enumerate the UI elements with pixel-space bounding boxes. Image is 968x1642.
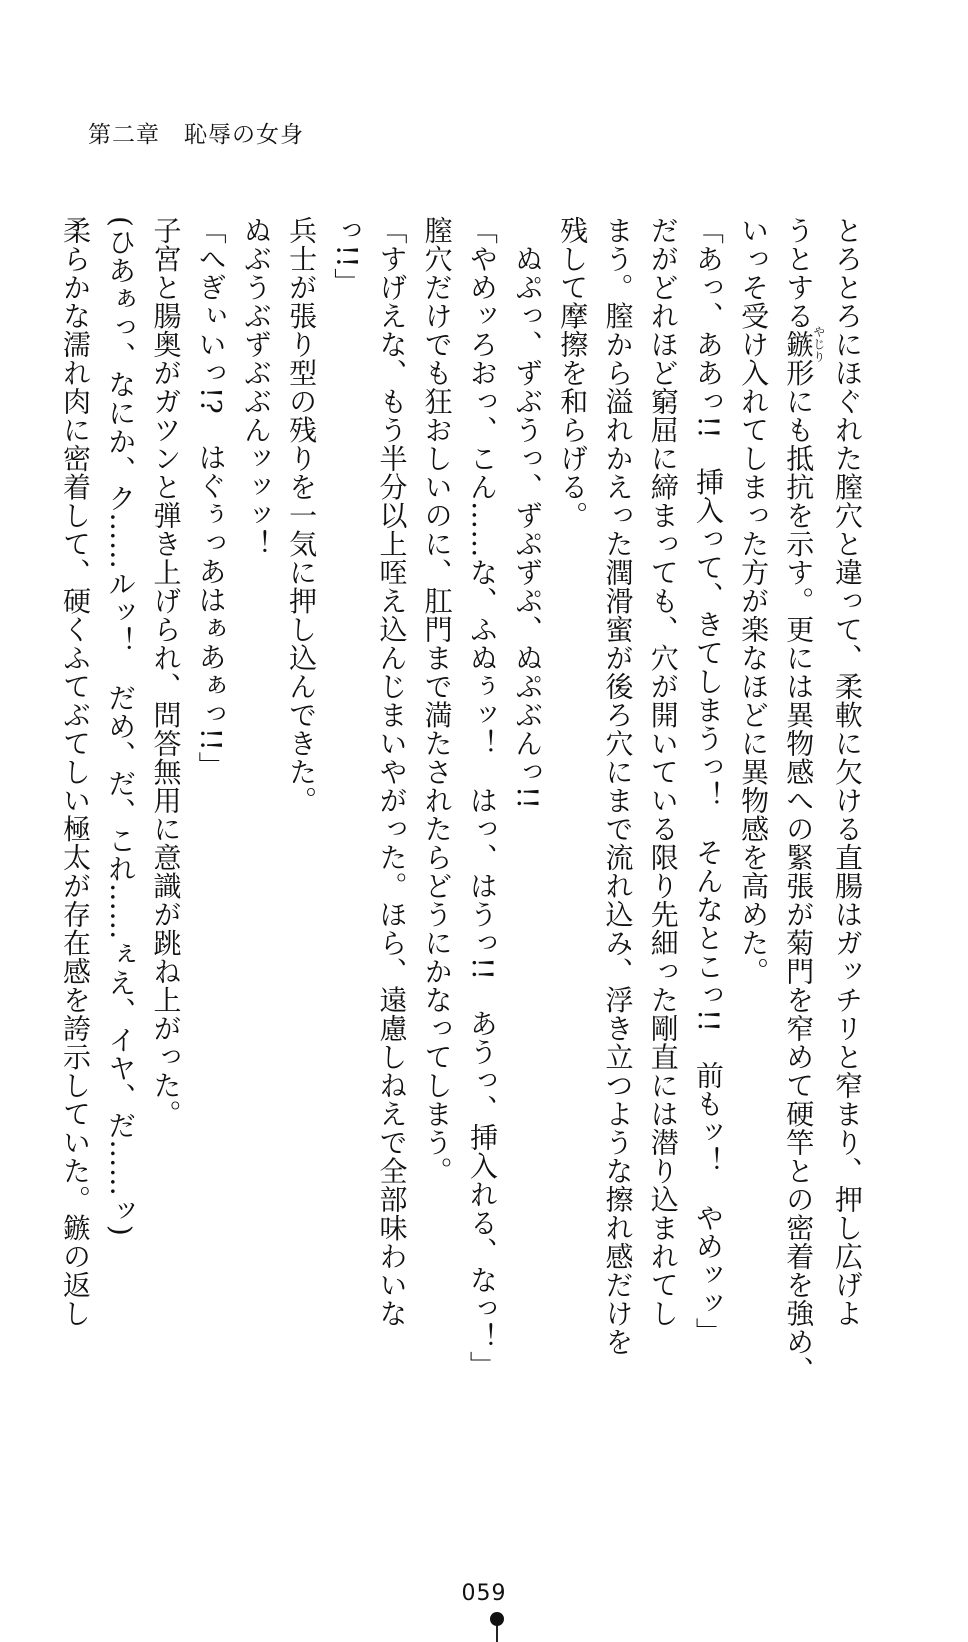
page-number: 059 <box>461 1581 507 1606</box>
text-line: (ひあぁっ、なにか、ク……ルッ！ だめ、だ、これ……ぇえ、イヤ、だ……ッ) <box>104 216 138 1237</box>
page-marker-dot <box>490 1612 504 1626</box>
text-line: 柔らかな濡れ肉に密着して、硬くふてぶてしい極太が存在感を誇示していた。鏃の返し <box>59 216 93 1328</box>
text-line: ぬぷっ、ずぶうっ、ずぷずぷ、ぬぷぶんっ!! <box>511 216 545 810</box>
ruby-reading: やじり <box>811 325 826 363</box>
text-line: 「へぎぃいっ!? はぐぅっあはぁあぁっ!!」 <box>194 216 228 780</box>
ruby-annotation: 鏃やじり <box>782 325 826 363</box>
text-line: 「すげえな、もう半分以上咥え込んじまいやがった。ほら、遠慮しねえで全部味わいな <box>375 216 409 1328</box>
text-line: 子宮と腸奥がガツンと弾き上げられ、問答無用に意識が跳ね上がった。 <box>149 216 183 1128</box>
chapter-title: 第二章 恥辱の女身 <box>88 122 304 148</box>
text-line: 膣穴だけでも狂おしいのに、肛門まで満たされたらどうにかなってしまう。 <box>420 216 454 1185</box>
text-line: っ!!」 <box>330 216 364 297</box>
text-line: 兵士が張り型の残りを一気に押し込んできた。 <box>285 216 319 815</box>
body-text <box>53 216 870 1456</box>
text-line: まう。膣から溢れかえった潤滑蜜が後ろ穴にまで流れ込み、浮き立つような擦れ感だけを <box>601 216 635 1356</box>
text-line: 「あっ、ああっ!! 挿入って、きてしまうっ！ そんなとこっ!! 前もッ！ やめッッ」 <box>691 216 725 1347</box>
text-line: だがどれほど窮屈に締まっても、穴が開いている限り先細った剛直には潜り込まれてし <box>646 216 680 1328</box>
text-line: いっそ受け入れてしまった方が楽なほどに異物感を高めた。 <box>737 216 771 986</box>
text-line: 「やめッろおっ、こん……な、ふぬぅッ！ はっ、はうっ!! あうっ、挿入れる、なっ！」 <box>465 216 499 1380</box>
text-line: うとする鏃やじり形にも抵抗を示す。更には異物感への緊張が菊門を窄めて硬竿との密着を強め、 <box>782 216 826 1385</box>
text-line: ぬぶうぶずぶぶんッッッ！ <box>239 216 273 558</box>
text-line: とろとろにほぐれた膣穴と違って、柔軟に欠ける直腸はガッチリと窄まり、押し広げよ <box>831 216 864 1328</box>
text-line: 残して摩擦を和らげる。 <box>556 216 590 530</box>
